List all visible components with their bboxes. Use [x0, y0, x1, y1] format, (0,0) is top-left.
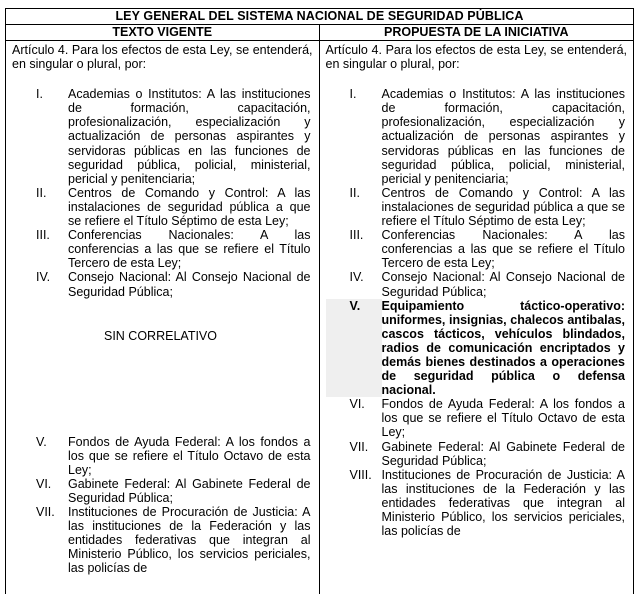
- table-body: [6, 41, 633, 594]
- item-text: Instituciones de Procuración de Justicia: A las instituciones de la Federación y las entidades federativas que integran al Ministerio Público, los servicios periciales, las policías de: [68, 505, 311, 576]
- article-intro: Artículo 4. Para los efectos de esta Ley, se entenderá, en singular o plural, por:: [12, 43, 313, 72]
- header-propuesta: PROPUESTA DE LA INICIATIVA: [384, 25, 569, 39]
- item-number: I.: [349, 87, 357, 102]
- list-item: [326, 270, 628, 298]
- item-number: IV.: [36, 270, 51, 285]
- item-text: Conferencias Nacionales: A las conferencias a las que se refiere el Título Tercero de esta Ley;: [68, 228, 311, 271]
- item-number: V.: [326, 299, 382, 398]
- item-text: Consejo Nacional: Al Consejo Nacional de Seguridad Pública;: [68, 270, 311, 299]
- item-text: Centros de Comando y Control: A las instalaciones de seguridad pública a que se refiere el Título Séptimo de esta Ley;: [68, 185, 311, 229]
- item-number: III.: [36, 228, 50, 243]
- item-text: Gabinete Federal: Al Gabinete Federal de Seguridad Pública;: [68, 476, 311, 505]
- item-number: II.: [349, 185, 360, 200]
- list-item: [326, 186, 628, 228]
- list-item: [326, 468, 628, 538]
- list-item: [326, 397, 628, 439]
- item-number: VI.: [36, 476, 52, 491]
- item-text: Equipamiento táctico-operativo: uniformes, insignias, chalecos antibalas, cascos tácticos, vehículos blindados, radios de comunicación encriptados y demás bienes destinados a operaciones de seguridad pública o defensa nacional.: [381, 298, 625, 398]
- item-number: V.: [36, 434, 47, 449]
- list-item: [12, 477, 313, 505]
- item-number: VII.: [36, 505, 55, 520]
- item-text: Fondos de Ayuda Federal: A los fondos a los que se refiere el Título Octavo de esta Ley;: [68, 434, 311, 477]
- list-item: [326, 228, 628, 270]
- sin-correlativo-label: SIN CORRELATIVO: [104, 328, 217, 343]
- item-text: Academias o Institutos: A las instituciones de formación, capacitación, profesionalización, especialización y actualización de personas aspirantes y servidoras públicas en las funciones de seguridad pública, policial, ministerial, pericial y penitenciaria;: [68, 87, 311, 186]
- item-number: VII.: [349, 439, 369, 454]
- item-number: IV.: [349, 270, 364, 285]
- item-text: Consejo Nacional: Al Consejo Nacional de Seguridad Pública;: [381, 270, 625, 299]
- new-list-item: [326, 299, 628, 398]
- list-item: [12, 87, 313, 186]
- item-number: I.: [36, 87, 43, 102]
- document-title: LEY GENERAL DEL SISTEMA NACIONAL DE SEGURIDAD PÚBLICA: [6, 9, 633, 25]
- list-item: [12, 505, 313, 575]
- comparison-table: [5, 8, 634, 594]
- header-texto-vigente: TEXTO VIGENTE: [6, 25, 320, 40]
- item-text: Academias o Institutos: A las instituciones de formación, capacitación, profesionalización, especialización y actualización de personas aspirantes y servidoras públicas en las funciones de seguridad pública, policial, ministerial, pericial y penitenciaria;: [381, 87, 625, 186]
- item-text: Instituciones de Procuración de Justicia: A las instituciones de la Federación y las entidades federativas que integran al Ministerio Público, los servicios periciales, las policías de: [381, 467, 625, 539]
- column-propuesta: [320, 41, 634, 594]
- item-text: Centros de Comando y Control: A las instalaciones de seguridad pública a que se refiere el Título Séptimo de esta Ley;: [381, 185, 625, 229]
- column-texto-vigente: [6, 41, 320, 594]
- item-text: Fondos de Ayuda Federal: A los fondos a los que se refiere el Título Octavo de esta Ley;: [381, 397, 625, 440]
- list-item: [326, 440, 628, 468]
- column-headers: [6, 25, 633, 41]
- list-item: [12, 228, 313, 270]
- item-number: VIII.: [349, 467, 372, 482]
- list-item: [12, 270, 313, 298]
- item-number: III.: [349, 228, 364, 243]
- item-number: VI.: [349, 397, 365, 412]
- item-text: Gabinete Federal: Al Gabinete Federal de Seguridad Pública;: [381, 439, 625, 468]
- list-item: [12, 186, 313, 228]
- item-number: II.: [36, 185, 47, 200]
- list-item: [12, 435, 313, 477]
- article-intro: Artículo 4. Para los efectos de esta Ley, se entenderá, en singular o plural, por:: [325, 43, 627, 72]
- item-text: Conferencias Nacionales: A las conferencias a las que se refiere el Título Tercero de esta Ley;: [381, 228, 625, 271]
- list-item: [326, 87, 628, 186]
